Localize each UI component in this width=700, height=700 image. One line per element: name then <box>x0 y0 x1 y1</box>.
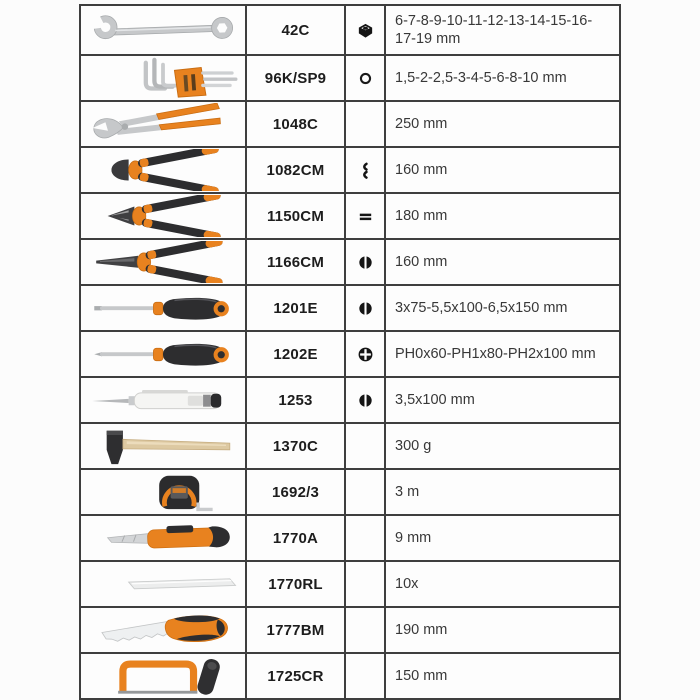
specification: PH0x60-PH1x80-PH2x100 mm <box>386 332 621 378</box>
tool-image-cell <box>81 424 247 470</box>
combination-wrench-image <box>84 9 242 51</box>
model-code: 1166CM <box>247 240 346 286</box>
slotted-circle-icon <box>356 253 375 272</box>
hex-ring-icon <box>356 69 375 88</box>
tip-icon-cell <box>346 332 386 378</box>
cutter-edges-icon <box>356 161 375 180</box>
tool-image-cell <box>81 6 247 56</box>
tool-image-cell <box>81 332 247 378</box>
diagonal-cutters-image <box>84 149 242 191</box>
hex-nut-icon <box>356 21 375 40</box>
slip-joint-pliers-image <box>84 103 242 145</box>
tip-icon-cell <box>346 470 386 516</box>
specification: 150 mm <box>386 654 621 700</box>
slotted-circle-icon <box>356 299 375 318</box>
specification: 6-7-8-9-10-11-12-13-14-15-16-17-19 mm <box>386 6 621 56</box>
tip-icon-cell <box>346 286 386 332</box>
tool-image-cell <box>81 654 247 700</box>
model-code: 42C <box>247 6 346 56</box>
tool-spec-table <box>79 4 621 700</box>
specification: 10x <box>386 562 621 608</box>
specification: 3x75-5,5x100-6,5x150 mm <box>386 286 621 332</box>
specification: 9 mm <box>386 516 621 562</box>
tool-image-cell <box>81 470 247 516</box>
measuring-tape-image <box>84 471 242 513</box>
specification: 190 mm <box>386 608 621 654</box>
flat-edges-icon <box>356 207 375 226</box>
model-code: 1777BM <box>247 608 346 654</box>
tool-image-cell <box>81 240 247 286</box>
tool-image-cell <box>81 516 247 562</box>
compact-saw-image <box>84 609 242 651</box>
voltage-tester-image <box>84 379 242 421</box>
model-code: 1770RL <box>247 562 346 608</box>
specification: 1,5-2-2,5-3-4-5-6-8-10 mm <box>386 56 621 102</box>
tool-image-cell <box>81 608 247 654</box>
tool-image-cell <box>81 148 247 194</box>
model-code: 1725CR <box>247 654 346 700</box>
model-code: 96K/SP9 <box>247 56 346 102</box>
hex-key-set-image <box>84 57 242 99</box>
hammer-image <box>84 425 242 467</box>
tip-icon-cell <box>346 56 386 102</box>
model-code: 1048C <box>247 102 346 148</box>
model-code: 1692/3 <box>247 470 346 516</box>
tip-icon-cell <box>346 608 386 654</box>
model-code: 1253 <box>247 378 346 424</box>
tip-icon-cell <box>346 562 386 608</box>
tip-icon-cell <box>346 102 386 148</box>
model-code: 1770A <box>247 516 346 562</box>
specification: 3,5x100 mm <box>386 378 621 424</box>
slotted-circle-icon <box>356 391 375 410</box>
tip-icon-cell <box>346 148 386 194</box>
tip-icon-cell <box>346 194 386 240</box>
phillips-circle-icon <box>356 345 375 364</box>
tip-icon-cell <box>346 654 386 700</box>
tip-icon-cell <box>346 516 386 562</box>
tip-icon-cell <box>346 240 386 286</box>
flat-screwdriver-image <box>84 287 242 329</box>
tool-image-cell <box>81 286 247 332</box>
tip-icon-cell <box>346 378 386 424</box>
tool-image-cell <box>81 102 247 148</box>
specification: 300 g <box>386 424 621 470</box>
tip-icon-cell <box>346 6 386 56</box>
model-code: 1150CM <box>247 194 346 240</box>
specification: 180 mm <box>386 194 621 240</box>
long-nose-pliers-image <box>84 241 242 283</box>
tool-image-cell <box>81 56 247 102</box>
model-code: 1082CM <box>247 148 346 194</box>
specification: 250 mm <box>386 102 621 148</box>
model-code: 1370C <box>247 424 346 470</box>
utility-knife-image <box>84 517 242 559</box>
specification: 3 m <box>386 470 621 516</box>
phillips-screwdriver-image <box>84 333 242 375</box>
specification: 160 mm <box>386 148 621 194</box>
model-code: 1202E <box>247 332 346 378</box>
tool-image-cell <box>81 562 247 608</box>
tool-image-cell <box>81 378 247 424</box>
combination-pliers-image <box>84 195 242 237</box>
spare-blades-image <box>84 563 242 605</box>
model-code: 1201E <box>247 286 346 332</box>
tip-icon-cell <box>346 424 386 470</box>
specification: 160 mm <box>386 240 621 286</box>
hacksaw-frame-image <box>84 655 242 697</box>
tool-image-cell <box>81 194 247 240</box>
